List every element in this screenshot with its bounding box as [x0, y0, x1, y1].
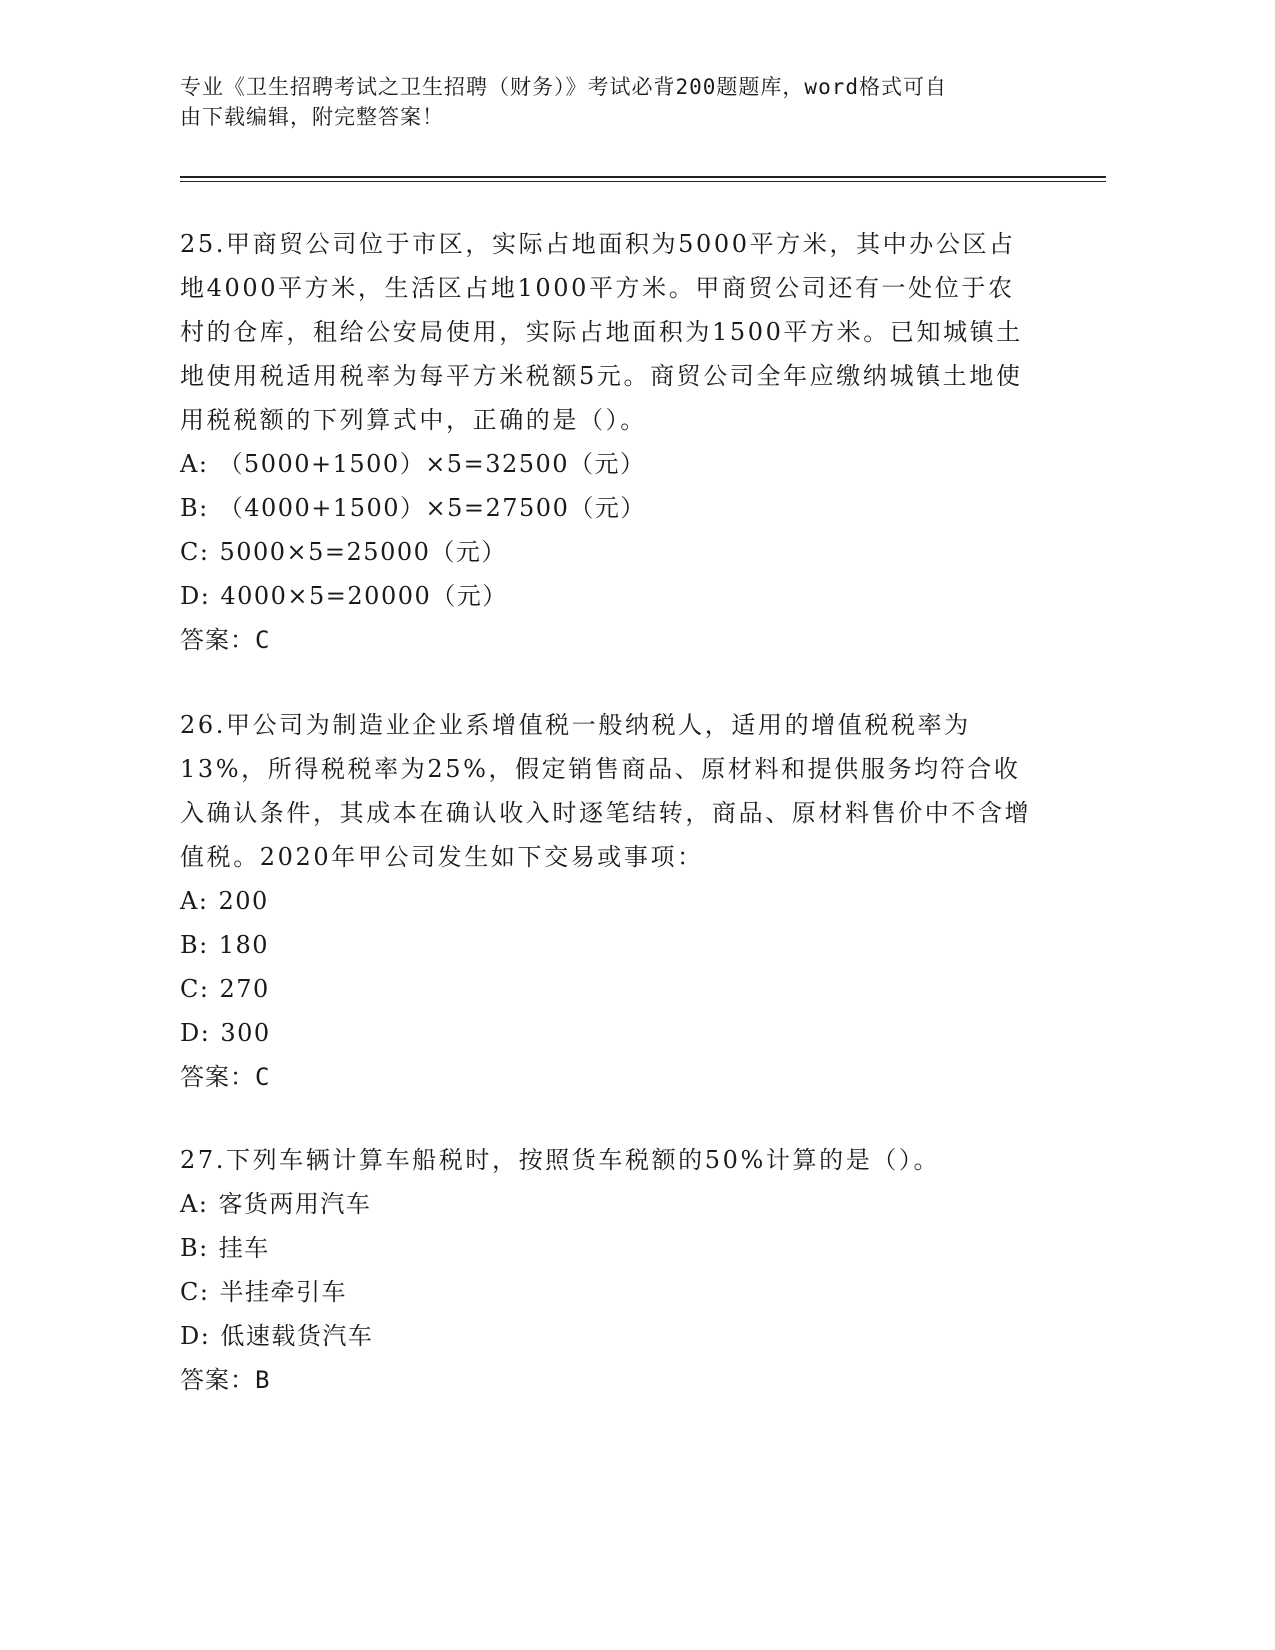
option-b	[180, 486, 1040, 530]
option-a	[180, 442, 1040, 486]
question-block	[180, 703, 1040, 1099]
option-d	[180, 1314, 1040, 1358]
header-divider-thin	[180, 181, 1106, 182]
option-text: （4000+1500）×5=27500（元）	[218, 494, 646, 522]
option-separator: :	[200, 1322, 211, 1350]
option-c	[180, 530, 1040, 574]
question-stem: 27.下列车辆计算车船税时，按照货车税额的50%计算的是（）。	[180, 1146, 941, 1174]
option-letter: A	[180, 1190, 199, 1218]
option-text: 200	[218, 887, 269, 915]
option-letter: B	[180, 931, 200, 959]
option-letter: D	[180, 1019, 201, 1047]
question-block	[180, 1138, 1040, 1402]
option-text: 低速载货汽车	[220, 1322, 374, 1350]
option-letter: A	[180, 887, 199, 915]
option-text: 180	[218, 931, 270, 959]
option-d	[180, 574, 1040, 618]
option-text: 5000×5=25000（元）	[219, 538, 507, 566]
option-a	[180, 879, 1040, 923]
option-separator: :	[199, 538, 210, 566]
option-separator: :	[198, 887, 209, 915]
option-letter: B	[180, 1234, 200, 1262]
option-separator: :	[199, 1234, 209, 1262]
option-separator: :	[199, 975, 210, 1003]
answer-line: 答案：C	[180, 626, 271, 654]
option-separator: :	[199, 1278, 210, 1306]
question-stem: 25.甲商贸公司位于市区，实际占地面积为5000平方米，其中办公区占地4000平方米，生活区占地1000平方米。甲商贸公司还有一处位于农村的仓库，租给公安局使用，实际占地面积为1500平方米。已知城镇土地使用税适用税率为每平方米税额5元。商贸公司全年应缴纳城镇土地使用税税额的下列算式中，正确的是（）。	[180, 230, 1023, 434]
option-c	[180, 1270, 1040, 1314]
option-letter: B	[180, 494, 200, 522]
option-letter: D	[180, 1322, 201, 1350]
option-separator: :	[199, 494, 209, 522]
option-separator: :	[200, 1019, 211, 1047]
option-letter: A	[180, 450, 199, 478]
option-letter: C	[180, 975, 200, 1003]
option-separator: :	[199, 931, 209, 959]
option-text: 4000×5=20000（元）	[220, 582, 508, 610]
option-text: （5000+1500）×5=32500（元）	[218, 450, 646, 478]
option-text: 300	[220, 1019, 271, 1047]
option-letter: D	[180, 582, 201, 610]
option-b	[180, 1226, 1040, 1270]
option-text: 270	[219, 975, 270, 1003]
answer-line: 答案：B	[180, 1366, 271, 1394]
option-text: 半挂牵引车	[219, 1278, 347, 1306]
option-text: 挂车	[218, 1234, 270, 1262]
option-letter: C	[180, 1278, 200, 1306]
header-divider	[180, 176, 1106, 178]
option-separator: :	[200, 582, 211, 610]
option-text: 客货两用汽车	[218, 1190, 372, 1218]
option-separator: :	[198, 450, 209, 478]
option-a	[180, 1182, 1040, 1226]
answer-line: 答案：C	[180, 1063, 271, 1091]
question-block	[180, 222, 1040, 662]
option-letter: C	[180, 538, 200, 566]
option-b	[180, 923, 1040, 967]
question-stem: 26.甲公司为制造业企业系增值税一般纳税人，适用的增值税税率为13%，所得税税率为25%，假定销售商品、原材料和提供服务均符合收入确认条件，其成本在确认收入时逐笔结转，商品、原材料售价中不含增值税。2020年甲公司发生如下交易或事项：	[180, 711, 1032, 871]
option-separator: :	[198, 1190, 209, 1218]
option-c	[180, 967, 1040, 1011]
option-d	[180, 1011, 1040, 1055]
document-header: 专业《卫生招聘考试之卫生招聘（财务）》考试必背200题题库，word格式可自 由下载编辑，附完整答案！	[180, 75, 947, 129]
